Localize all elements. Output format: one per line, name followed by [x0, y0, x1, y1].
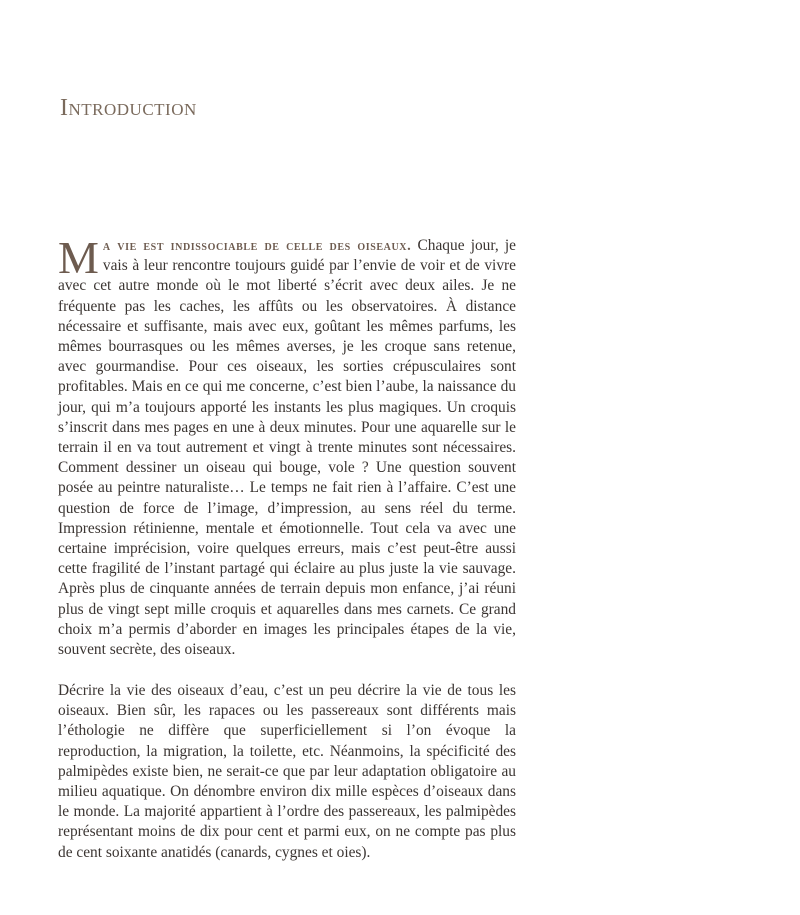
lead-in: a vie est indissociable de celle des oiseaux.	[102, 238, 412, 254]
intro-body: Chaque jour, je vais à leur rencontre toujours guidé par l’envie de voir et de vivre avec cet autre monde où le mot liberté s’écrit avec deux ailes. Je ne fréquente pas les caches, les affûts ou les observatoires. À distance nécessaire et suffisante, mais avec eux, goûtant les mêmes parfums, les mêmes bourrasques ou les mêmes averses, je les croque sans retenue, avec gourmandise. Pour ces oiseaux, les sorties crépusculaires sont profitables. Mais en ce qui me concerne, c’est bien l’aube, la naissance du jour, qui m’a toujours apporté les instants les plus magiques. Un croquis s’inscrit dans mes pages en une à deux minutes. Pour une aquarelle sur le terrain il en va tout autrement et vingt à trente minutes sont nécessaires. Comment dessiner un oiseau qui bouge, vole ? Une question souvent posée au peintre naturaliste… Le temps ne fait rien à l’affaire. C’est une question de force de l’image, d’impression, au sens réel du terme. Impression rétinienne, mentale et émotionnelle. Tout cela va avec une certaine imprécision, voire quelques erreurs, mais c’est peut-être aussi cette fragilité de l’instant partagé qui éclaire au plus juste la vie sauvage. Après plus de cinquante années de terrain depuis mon enfance, j’ai réuni plus de vingt sept mille croquis et aquarelles dans mes carnets. Ce grand choix m’a permis d’aborder en images les principales étapes de la vie, souvent secrète, des oiseaux.	[58, 237, 516, 659]
page-title: Introduction	[60, 95, 197, 121]
intro-paragraph	[58, 232, 516, 660]
second-paragraph: Décrire la vie des oiseaux d’eau, c’est un peu décrire la vie de tous les oiseaux. Bien sûr, les rapaces ou les passereaux sont différents mais l’éthologie ne diffère que superficiellement si l’on évoque la reproduction, la migration, la toilette, etc. Néanmoins, la spécificité des palmipèdes existe bien, ne serait-ce que par leur adaptation obligatoire au milieu aquatique. On dénombre environ dix mille espèces d’oiseaux dans le monde. La majorité appartient à l’ordre des passereaux, les palmipèdes représentant moins de dix pour cent et parmi eux, on ne compte pas plus de cent soixante anatidés (canards, cygnes et oies).	[58, 682, 516, 861]
drop-cap: M	[58, 232, 99, 283]
